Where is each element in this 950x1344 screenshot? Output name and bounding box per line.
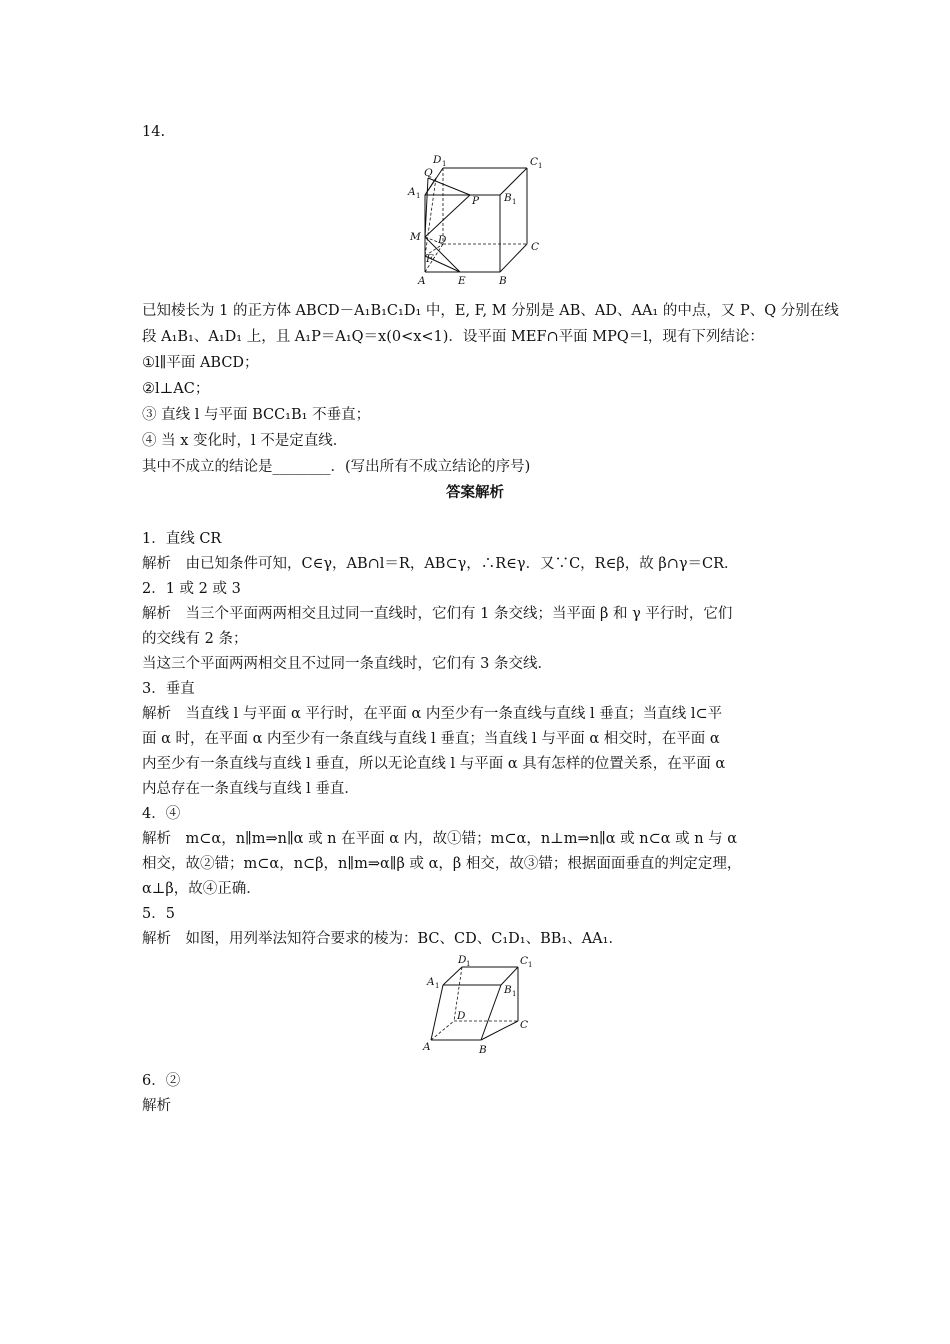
label-m: M xyxy=(410,231,421,243)
svg-text:1: 1 xyxy=(538,162,543,170)
answer-line: 解析 由已知条件可知，C∈γ，AB∩l＝R，AB⊂γ，∴R∈γ．又∵C，R∈β，故 β∩γ＝CR． xyxy=(142,556,739,572)
problem-line-2: 段 A₁B₁、A₁D₁ 上，且 A₁P＝A₁Q＝x(0<x<1)．设平面 MEF∩平面 MPQ＝l，现有下列结论： xyxy=(142,329,764,345)
label-c1: C xyxy=(520,955,529,967)
label-b: B xyxy=(499,275,507,287)
svg-text:1: 1 xyxy=(512,198,517,206)
problem-number: 14. xyxy=(142,124,166,140)
answer-line: 相交，故②错；m⊂α，n⊂β，n∥m⇒α∥β 或 α，β 相交，故③错；根据面面垂直的判定定理， xyxy=(142,856,742,872)
label-p: P xyxy=(472,195,480,207)
answer-line: 内至少有一条直线与直线 l 垂直，所以无论直线 l 与平面 α 具有怎样的位置关系，在平面 α xyxy=(142,756,726,772)
answer-line: 的交线有 2 条； xyxy=(142,631,248,647)
answer-line: 5．5 xyxy=(142,906,175,922)
conclusion-1: ①l∥平面 ABCD； xyxy=(142,355,259,371)
label-d1: D xyxy=(433,154,442,166)
label-d: D xyxy=(438,234,447,246)
svg-text:1: 1 xyxy=(466,960,471,968)
answer-line: 解析 当三个平面两两相交且过同一直线时，它们有 1 条交线；当平面 β 和 γ 平行时，它们 xyxy=(142,606,733,622)
label-a1: A xyxy=(408,186,416,198)
label-c: C xyxy=(520,1019,529,1031)
svg-text:1: 1 xyxy=(416,192,421,200)
answer-line: 2．1 或 2 或 3 xyxy=(142,581,241,597)
answer-line: 内总存在一条直线与直线 l 垂直． xyxy=(142,781,359,797)
svg-text:1: 1 xyxy=(435,982,440,990)
answer-line: 解析 xyxy=(142,1098,171,1114)
problem-line-1: 已知棱长为 1 的正方体 ABCD－A₁B₁C₁D₁ 中，E, F, M 分别是 AB、AD、AA₁ 的中点，又 P、Q 分别在线 xyxy=(142,303,839,319)
label-d: D xyxy=(457,1010,466,1022)
answer-line: 6．② xyxy=(142,1073,181,1089)
cube-figure-1 xyxy=(400,150,560,294)
conclusion-4: ④ 当 x 变化时，l 不是定直线． xyxy=(142,433,348,449)
svg-text:1: 1 xyxy=(528,961,533,969)
answer-line: 解析 m⊂α，n∥m⇒n∥α 或 n 在平面 α 内，故①错；m⊂α，n⊥m⇒n∥α 或 n⊂α 或 n 与 α xyxy=(142,831,738,847)
answer-line: 4．④ xyxy=(142,806,181,822)
label-c: C xyxy=(531,241,540,253)
label-e: E xyxy=(458,275,466,287)
answer-line: 1．直线 CR xyxy=(142,531,222,547)
problem-question: 其中不成立的结论是________．(写出所有不成立结论的序号) xyxy=(142,459,531,475)
label-b1: B xyxy=(504,984,512,996)
answer-line: 3．垂直 xyxy=(142,681,195,697)
label-c1: C xyxy=(530,156,539,168)
label-a1: A xyxy=(427,976,435,988)
label-d1: D xyxy=(458,955,467,966)
conclusion-3: ③ 直线 l 与平面 BCC₁B₁ 不垂直； xyxy=(142,407,371,423)
label-b: B xyxy=(479,1044,487,1056)
answers-heading: 答案解析 xyxy=(446,484,504,501)
svg-text:1: 1 xyxy=(512,990,517,998)
cube-figure-2 xyxy=(418,955,538,1069)
label-f: F xyxy=(426,253,434,265)
answer-line: 面 α 时，在平面 α 内至少有一条直线与直线 l 垂直；当直线 l 与平面 α 相交时，在平面 α xyxy=(142,731,720,747)
label-q: Q xyxy=(424,167,433,179)
conclusion-2: ②l⊥AC； xyxy=(142,381,210,397)
answer-line: 解析 如图，用列举法知符合要求的棱为：BC、CD、C₁D₁、BB₁、AA₁． xyxy=(142,931,623,947)
label-a: A xyxy=(418,275,426,287)
answer-line: α⊥β，故④正确． xyxy=(142,881,261,897)
answer-line: 解析 当直线 l 与平面 α 平行时，在平面 α 内至少有一条直线与直线 l 垂直；当直线 l⊂平 xyxy=(142,706,723,722)
svg-text:1: 1 xyxy=(442,160,447,168)
answer-line: 当这三个平面两两相交且不过同一条直线时，它们有 3 条交线． xyxy=(142,656,552,672)
label-a: A xyxy=(423,1041,431,1053)
label-b1: B xyxy=(504,192,512,204)
